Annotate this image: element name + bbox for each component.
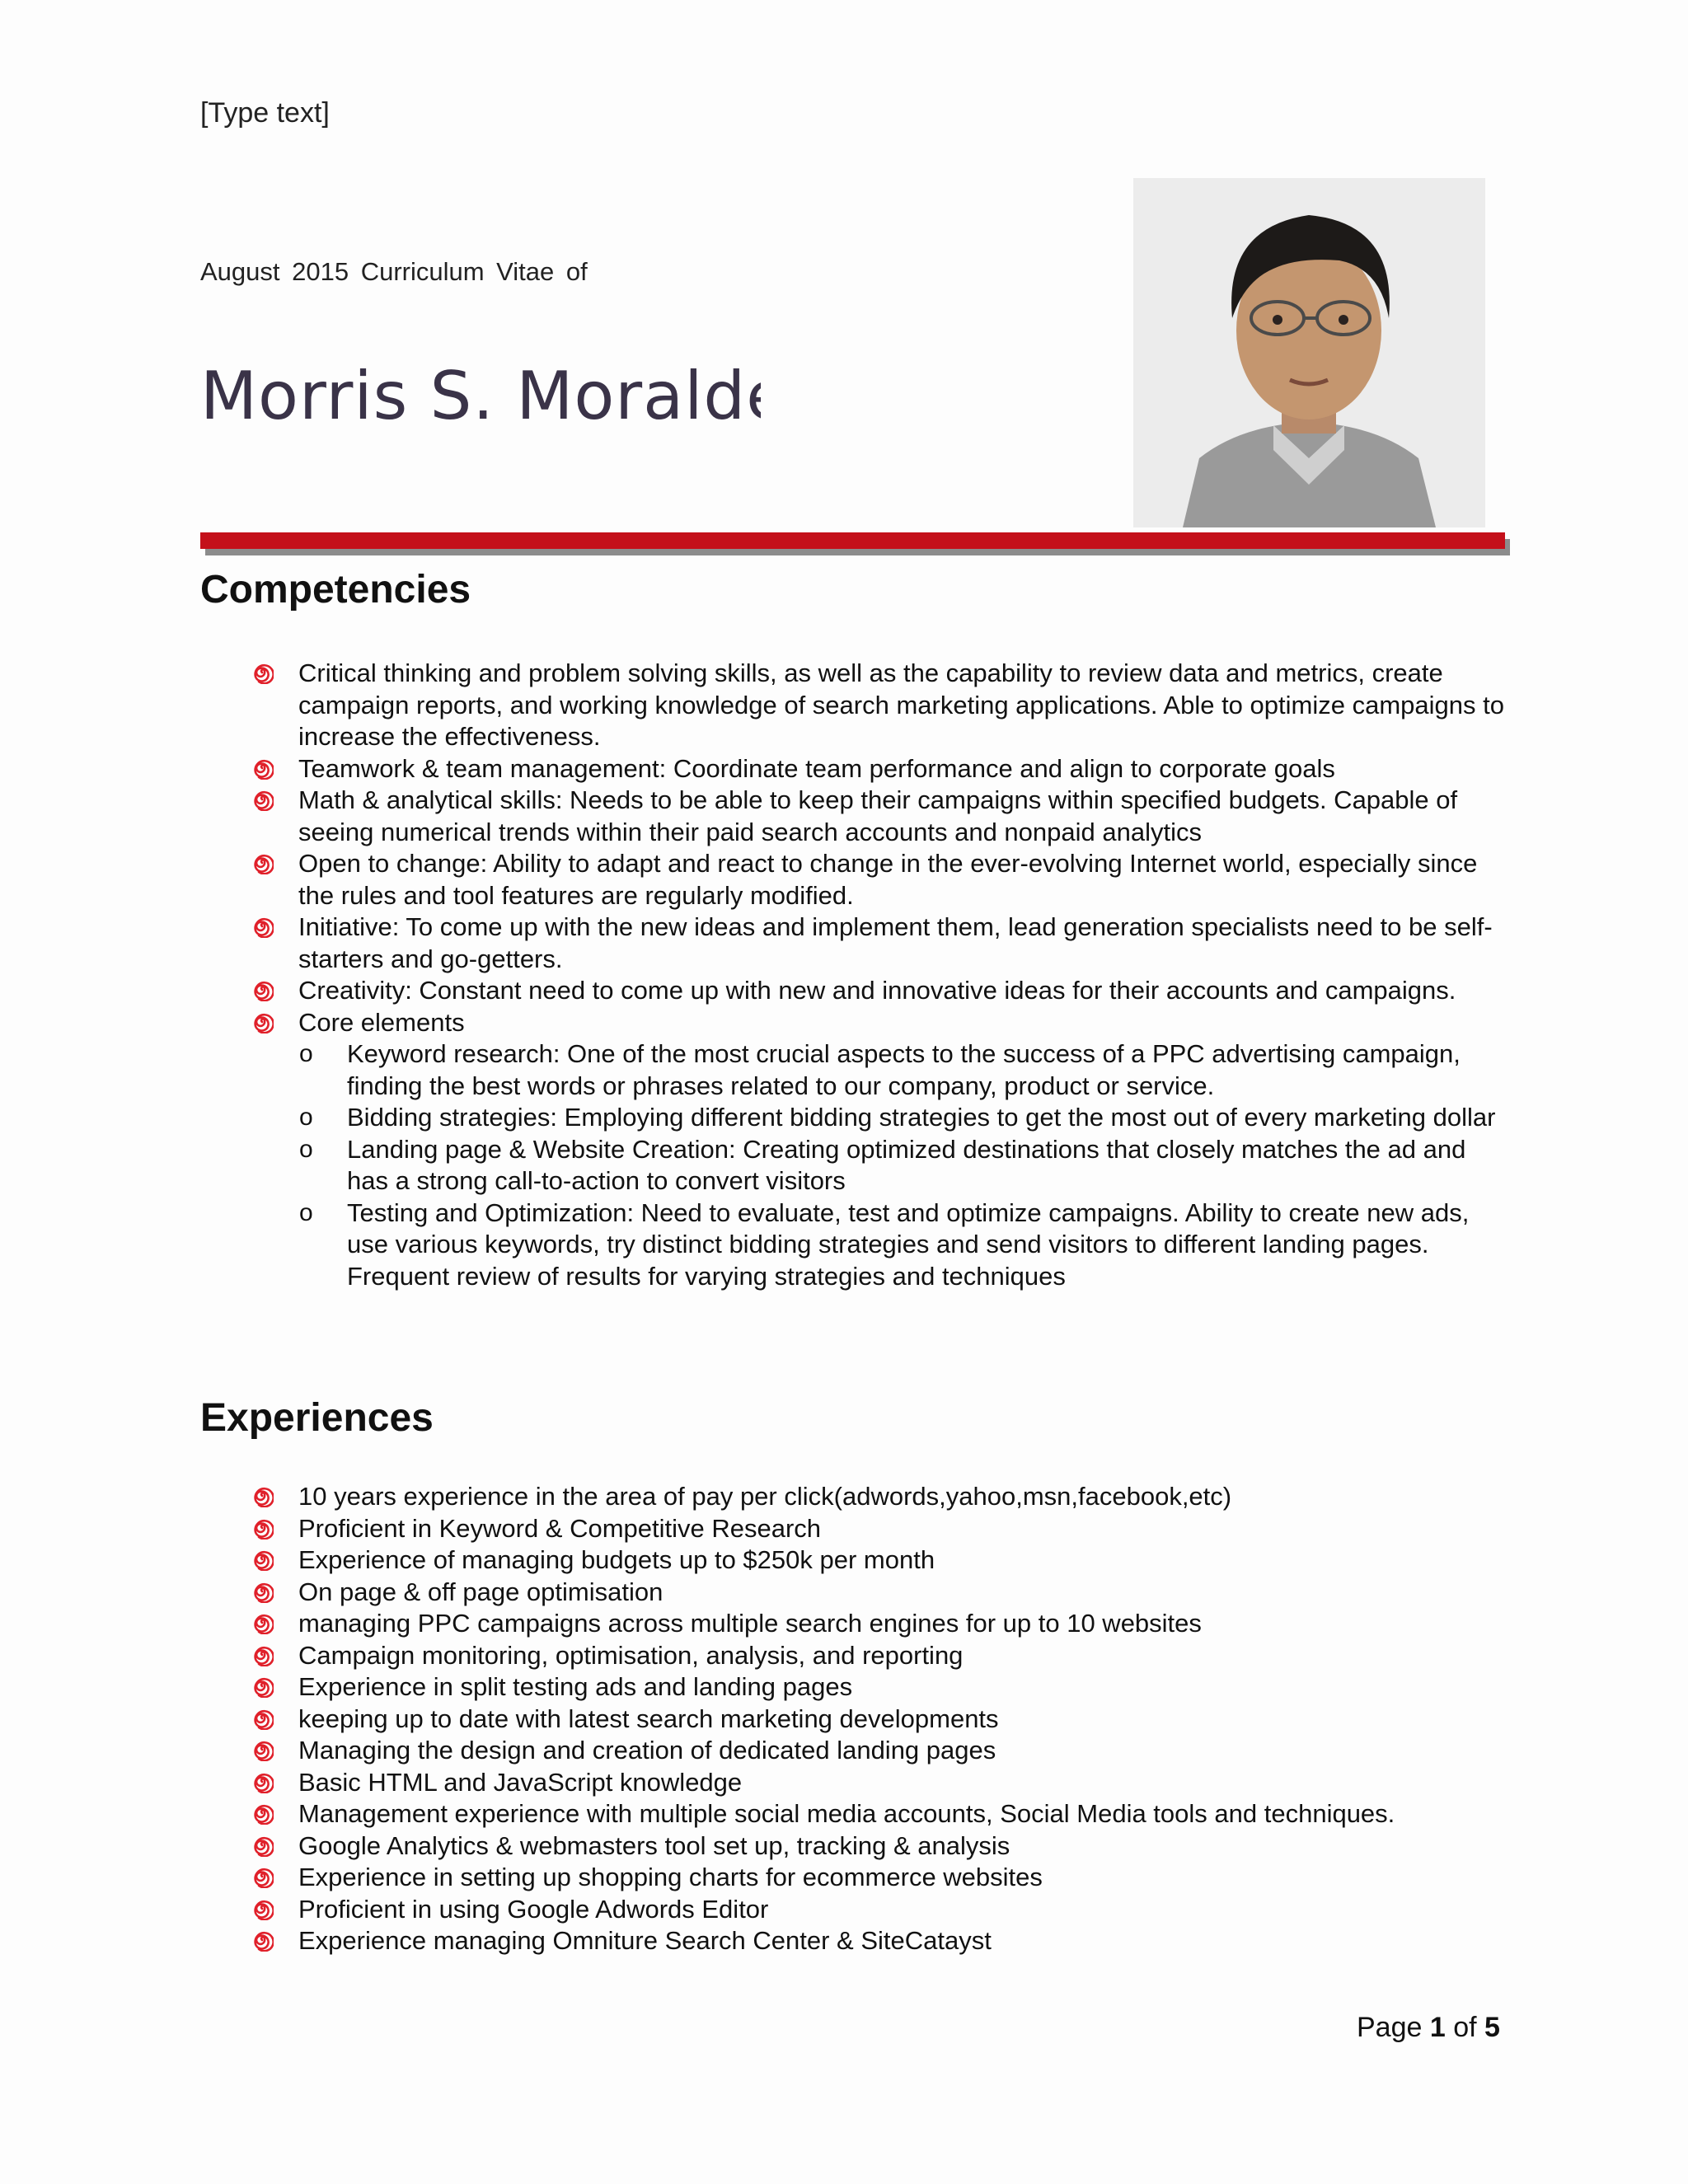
swirl-bullet-icon <box>251 1580 274 1603</box>
experience-item <box>247 1925 1508 1957</box>
core-element-item <box>247 1134 1508 1197</box>
swirl-bullet-icon <box>251 978 274 1001</box>
experience-item-text: Managing the design and creation of dedicated landing pages <box>298 1736 996 1765</box>
hollow-bullet-icon: o <box>299 1135 313 1163</box>
experiences-heading: Experiences <box>200 1396 434 1440</box>
swirl-bullet-icon <box>251 1516 274 1540</box>
total-pages: 5 <box>1484 2012 1500 2043</box>
experience-item <box>247 1640 1508 1672</box>
hollow-bullet-icon: o <box>299 1104 313 1131</box>
core-element-item <box>247 1102 1508 1134</box>
current-page: 1 <box>1429 2012 1446 2043</box>
swirl-bullet-icon <box>251 1643 274 1666</box>
experience-item <box>247 1862 1508 1894</box>
swirl-bullet-icon <box>251 788 274 811</box>
experience-item-text: Proficient in using Google Adwords Editor <box>298 1894 769 1924</box>
swirl-bullet-icon <box>251 1611 274 1634</box>
core-element-text: Keyword research: One of the most crucial aspects to the success of a PPC advertising campaign, finding the best words or phrases related to our company, product or service. <box>347 1039 1461 1100</box>
swirl-bullet-icon <box>251 1929 274 1952</box>
of-word: of <box>1453 2012 1477 2043</box>
profile-photo-image <box>1133 178 1485 527</box>
swirl-bullet-icon <box>251 1802 274 1825</box>
experience-item <box>247 1735 1508 1767</box>
core-element-text: Bidding strategies: Employing different bidding strategies to get the most out of every marketing dollar <box>347 1103 1496 1132</box>
core-element-item <box>247 1038 1508 1102</box>
competencies-heading: Competencies <box>200 568 471 612</box>
experience-item-text: On page & off page optimisation <box>298 1577 663 1606</box>
experience-item-text: Management experience with multiple social media accounts, Social Media tools and techniques. <box>298 1799 1395 1828</box>
swirl-bullet-icon <box>251 1738 274 1761</box>
swirl-bullet-icon <box>251 915 274 938</box>
experience-item-text: Experience managing Omniture Search Center & SiteCatayst <box>298 1926 992 1955</box>
page-word: Page <box>1357 2012 1423 2043</box>
swirl-bullet-icon <box>251 1897 274 1920</box>
competency-item-text: Teamwork & team management: Coordinate team performance and align to corporate goals <box>298 753 1335 783</box>
experience-item-text: 10 years experience in the area of pay per click(adwords,yahoo,msn,facebook,etc) <box>298 1482 1232 1511</box>
swirl-bullet-icon <box>251 1675 274 1698</box>
competency-item-text: Critical thinking and problem solving skills, as well as the capability to review data and metrics, create campaign reports, and working knowledge of search marketing applications. Able to optimize campaigns to increase the effectiveness. <box>298 658 1504 751</box>
competency-item-text: Initiative: To come up with the new ideas and implement them, lead generation specialists need to be self-starters and go-getters. <box>298 912 1493 973</box>
core-element-text: Landing page & Website Creation: Creating optimized destinations that closely matches the ad and has a strong call-to-action to convert visitors <box>347 1134 1466 1195</box>
experience-item <box>247 1481 1508 1513</box>
experience-item <box>247 1544 1508 1577</box>
competency-item-text: Math & analytical skills: Needs to be able to keep their campaigns within specified budgets. Capable of seeing numerical trends within their paid search accounts and nonpaid analytics <box>298 785 1458 846</box>
experience-item <box>247 1704 1508 1736</box>
experience-item <box>247 1608 1508 1640</box>
swirl-bullet-icon <box>251 1770 274 1793</box>
experience-item-text: Google Analytics & webmasters tool set up, tracking & analysis <box>298 1830 1010 1860</box>
swirl-bullet-icon <box>251 851 274 874</box>
swirl-bullet-icon <box>251 1865 274 1888</box>
profile-photo <box>1133 178 1485 527</box>
experience-item-text: keeping up to date with latest search marketing developments <box>298 1704 999 1733</box>
competencies-list <box>247 658 1508 1292</box>
page-number <box>1357 2012 1500 2044</box>
competency-item <box>247 848 1508 912</box>
core-elements-list <box>247 1038 1508 1292</box>
experience-item-text: managing PPC campaigns across multiple search engines for up to 10 websites <box>298 1609 1202 1638</box>
experience-item-text: Experience of managing budgets up to $250k per month <box>298 1545 935 1574</box>
competency-item <box>247 785 1508 848</box>
experience-item-text: Experience in split testing ads and landing pages <box>298 1672 853 1701</box>
experience-item <box>247 1894 1508 1926</box>
competency-item <box>247 912 1508 975</box>
applicant-name <box>200 354 761 453</box>
swirl-bullet-icon <box>251 1707 274 1730</box>
swirl-bullet-icon <box>251 1834 274 1857</box>
competency-item-text: Open to change: Ability to adapt and react to change in the ever-evolving Internet world, especially since the rules and tool features are regularly modified. <box>298 849 1478 910</box>
swirl-bullet-icon <box>251 1484 274 1507</box>
experience-item-text: Basic HTML and JavaScript knowledge <box>298 1767 743 1797</box>
experience-item <box>247 1798 1508 1830</box>
hollow-bullet-icon: o <box>299 1040 313 1067</box>
swirl-bullet-icon <box>251 757 274 780</box>
experience-item-text: Experience in setting up shopping charts for ecommerce websites <box>298 1863 1043 1891</box>
competency-item-text: Core elements <box>298 1007 465 1037</box>
competency-item <box>247 753 1508 785</box>
swirl-bullet-icon <box>251 1010 274 1033</box>
competency-item <box>247 658 1508 753</box>
swirl-bullet-icon <box>251 661 274 684</box>
competency-item-text: Creativity: Constant need to come up with new and innovative ideas for their accounts and campaigns. <box>298 976 1456 1005</box>
experience-item <box>247 1671 1508 1704</box>
experience-item <box>247 1513 1508 1545</box>
header-divider-rule <box>200 532 1505 549</box>
competency-item <box>247 975 1508 1007</box>
experiences-list <box>247 1481 1508 1957</box>
experience-item-text: Campaign monitoring, optimisation, analysis, and reporting <box>298 1640 964 1670</box>
core-element-item <box>247 1197 1508 1293</box>
experience-item <box>247 1577 1508 1609</box>
core-element-text: Testing and Optimization: Need to evaluate, test and optimize campaigns. Ability to create new ads, use various keywords, try distinct bidding strategies and send visitors to different landing pages. Frequent review of results for varying strategies and techniques <box>347 1197 1470 1291</box>
applicant-name-text: Morris S. Moralde <box>200 358 761 434</box>
experience-item-text: Proficient in Keyword & Competitive Research <box>298 1513 822 1543</box>
hollow-bullet-icon: o <box>299 1198 313 1226</box>
swirl-bullet-icon <box>251 1548 274 1571</box>
header-placeholder-text: [Type text] <box>200 97 330 129</box>
experience-item <box>247 1830 1508 1863</box>
experience-item <box>247 1767 1508 1799</box>
applicant-name-lettering <box>200 354 761 437</box>
cv-date-line: August 2015 Curriculum Vitae of <box>200 257 588 286</box>
competency-item <box>247 1007 1508 1039</box>
